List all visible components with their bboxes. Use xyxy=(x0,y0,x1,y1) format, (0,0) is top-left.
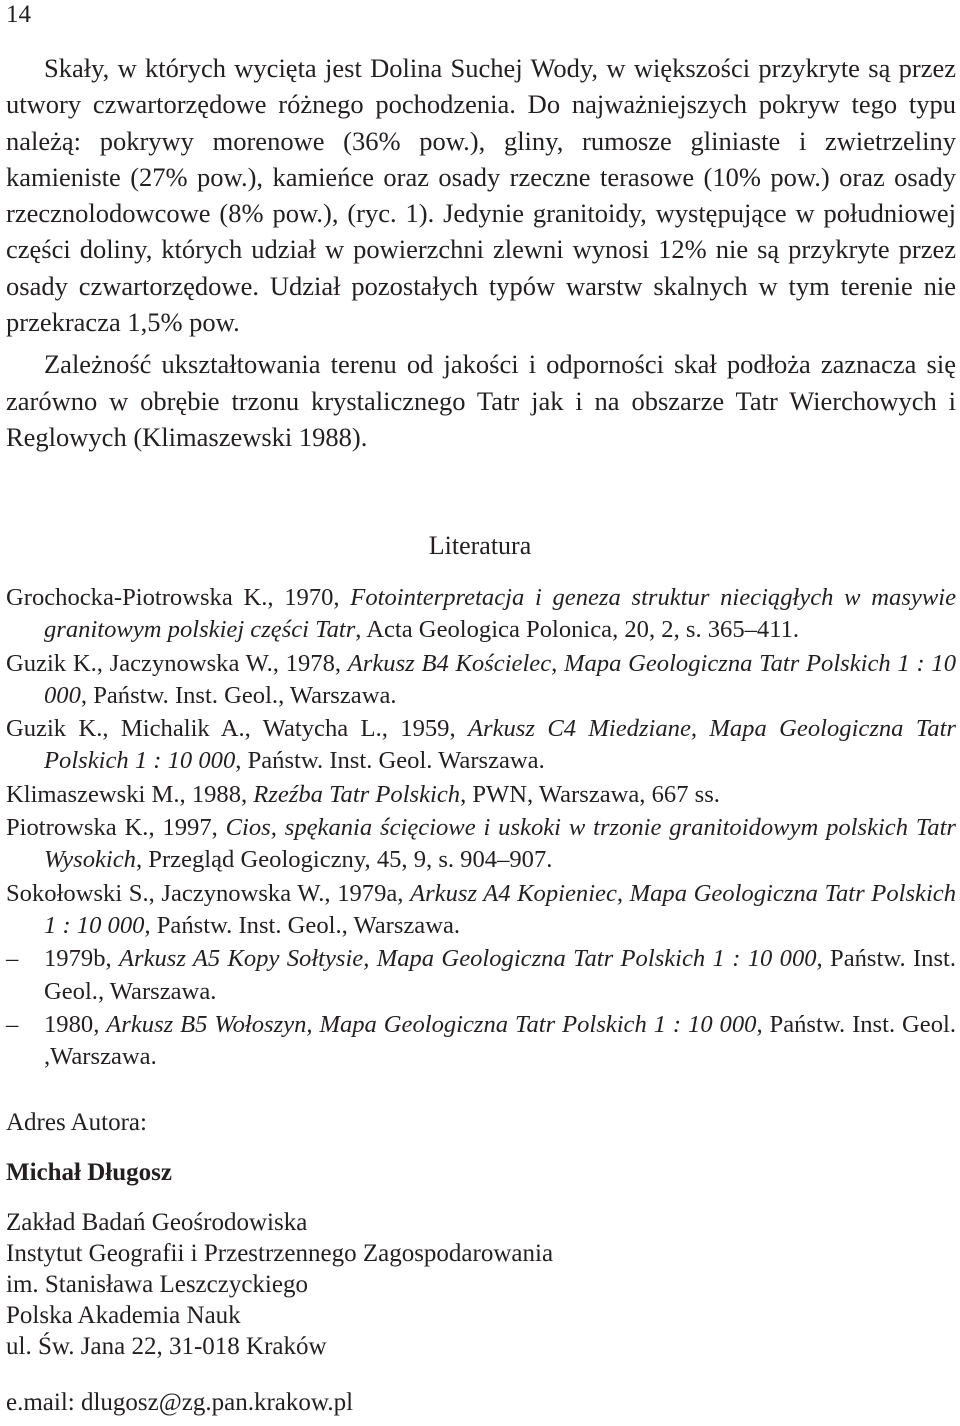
reference-authors: Grochocka-Piotrowska K. xyxy=(6,584,268,611)
reference-entry xyxy=(6,648,956,713)
address-line: im. Stanisława Leszczyckiego xyxy=(6,1271,308,1298)
reference-dash: – xyxy=(6,945,19,973)
address-label: Adres Autora: xyxy=(6,1109,147,1136)
reference-source: , Przegląd Geologiczny, 45, 9, s. 904–907. xyxy=(135,846,553,874)
reference-title: Arkusz A4 Kopieniec, Mapa Geologiczna Tatr Polskich 1 : 10 000, xyxy=(44,879,956,939)
reference-title: Arkusz B5 Wołoszyn, Mapa Geologiczna Tatr Polskich 1 : 10 000 xyxy=(106,1010,757,1038)
reference-entry xyxy=(6,1009,956,1074)
reference-year: , 1978, xyxy=(272,649,348,677)
reference-entry xyxy=(6,713,956,778)
reference-title: Rzeźba Tatr Polskich xyxy=(253,780,461,808)
references-list xyxy=(6,582,956,1073)
author-email: e.mail: dlugosz@zg.pan.krakow.pl xyxy=(6,1389,354,1416)
reference-source: , Państw. Inst. Geol., Warszawa. xyxy=(44,945,957,1005)
reference-entry xyxy=(6,878,956,943)
reference-source: , Państw. Inst. Geol., Warszawa. xyxy=(80,681,397,709)
reference-year: , 1979a, xyxy=(324,879,411,907)
reference-year: , 1970, xyxy=(267,584,351,611)
author-name: Michał Długosz xyxy=(6,1159,172,1186)
reference-title: Cios, spękania ścięciowe i uskoki w trzonie granitoidowym polskich Tatr Wysokich xyxy=(44,814,956,874)
address-lines xyxy=(6,1207,906,1362)
reference-year: , 1988, xyxy=(179,780,254,808)
reference-year: 1979b, xyxy=(44,945,119,973)
reference-authors: Klimaszewski M. xyxy=(6,780,180,808)
reference-entry xyxy=(6,779,956,811)
paragraph: Zależność ukształtowania terenu od jakości i odporności skał podłoża zaznacza się zarówno w obrębie trzonu krystalicznego Tatr jak i na obszarze Tatr Wierchowych i Reglowych (Klimaszewski 1988). xyxy=(6,349,956,452)
reference-dash: – xyxy=(6,1010,19,1038)
address-line: ul. Św. Jana 22, 31-018 Kraków xyxy=(6,1333,327,1360)
reference-source: , Państw. Inst. Geol. ,Warszawa. xyxy=(44,1010,956,1071)
reference-title: Arkusz C4 Miedziane, Mapa Geologiczna Tatr Polskich 1 : 10 000 xyxy=(44,715,956,775)
address-line: Instytut Geografii i Przestrzennego Zagospodarowania xyxy=(6,1240,554,1267)
reference-source: , Państw. Inst. Geol. Warszawa. xyxy=(235,747,545,775)
body-text xyxy=(6,50,956,455)
reference-entry xyxy=(6,812,956,877)
address-line: Zakład Badań Geośrodowiska xyxy=(6,1209,308,1236)
reference-year: , 1997, xyxy=(148,814,226,842)
reference-source: , PWN, Warszawa, 667 ss. xyxy=(460,780,720,808)
references-heading: Literatura xyxy=(428,531,532,560)
reference-year: 1980, xyxy=(44,1010,107,1038)
reference-entry xyxy=(6,943,956,1008)
reference-authors: Guzik K., Michalik A., Watycha L. xyxy=(6,715,382,743)
reference-title: Arkusz B4 Kościelec, Mapa Geologiczna Tatr Polskich 1 : 10 000 xyxy=(44,649,956,709)
page-number: 14 xyxy=(6,1,31,28)
reference-authors: Sokołowski S., Jaczynowska W. xyxy=(6,879,325,907)
reference-authors: Guzik K., Jaczynowska W. xyxy=(6,649,273,677)
reference-source: Państw. Inst. Geol., Warszawa. xyxy=(150,911,461,939)
reference-entry xyxy=(6,582,956,647)
reference-source: , Acta Geologica Polonica, 20, 2, s. 365–411. xyxy=(355,616,800,644)
paragraph: Skały, w których wycięta jest Dolina Suchej Wody, w większości przykryte są przez utwory czwartorzędowe różnego pochodzenia. Do najważniejszych pokryw tego typu należą: pokrywy morenowe (36% pow.), gliny, rumosze gliniaste i zwietrzeliny kamieniste (27% pow.), kamieńce oraz osady rzeczne terasowe (10% pow.) oraz osady rzecznolodowcowe (8% pow.), (ryc. 1). Jedynie granitoidy, występujące w południowej części doliny, których udział w powierzchni zlewni wynosi 12% nie są przykryte przez osady czwartorzędowe. Udział pozostałych typów warstw skalnych w tym terenie nie przekracza 1,5% pow. xyxy=(6,53,956,338)
reference-title: Arkusz A5 Kopy Sołtysie, Mapa Geologiczna Tatr Polskich 1 : 10 000 xyxy=(118,945,817,973)
reference-title: Fotointerpretacja i geneza struktur nieciągłych w masywie granitowym polskiej części Tatr xyxy=(44,584,956,644)
address-line: Polska Akademia Nauk xyxy=(6,1302,241,1329)
reference-year: , 1959, xyxy=(381,715,468,743)
reference-authors: Piotrowska K. xyxy=(6,814,149,842)
author-address xyxy=(6,1107,906,1418)
